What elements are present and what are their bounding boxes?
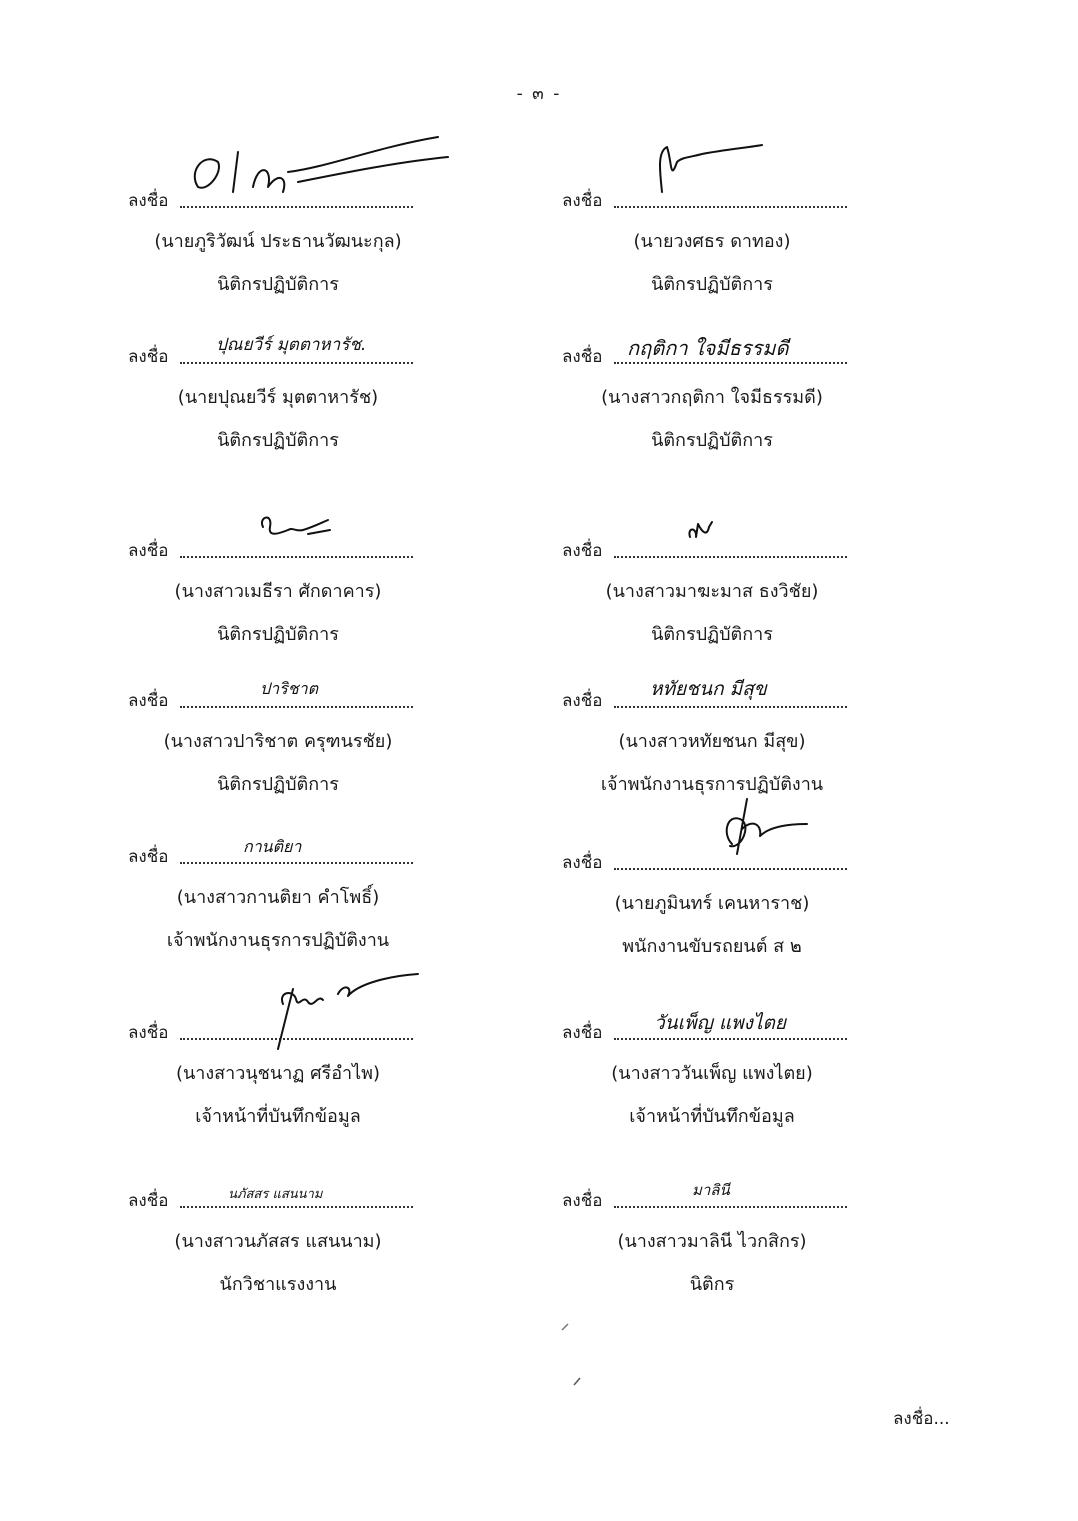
signatory-position: เจ้าหน้าที่บันทึกข้อมูล xyxy=(629,1106,795,1127)
signature-block xyxy=(128,1012,468,1130)
dotted-line xyxy=(180,362,413,364)
signatory-name: (นางสาวกฤติกา ใจมีธรรมดี) xyxy=(601,387,823,408)
signature-block xyxy=(562,336,902,454)
signature-block xyxy=(562,680,902,798)
signature-block xyxy=(128,836,468,954)
signature-block xyxy=(128,180,468,298)
signatory-position: นิติกร xyxy=(689,1274,735,1295)
signature-block xyxy=(128,680,468,798)
signatory-name: (นางสาววันเพ็ญ แพงไตย) xyxy=(611,1063,813,1084)
dotted-line xyxy=(180,706,413,708)
signatory-name: (นางสาวกานติยา คำโพธิ์) xyxy=(176,887,380,908)
sign-label: ลงชื่อ xyxy=(128,347,169,367)
dotted-line xyxy=(180,862,413,864)
signatory-position: นักวิชาแรงงาน xyxy=(219,1274,337,1295)
handwritten-signature: วันเพ็ญ แพงไตย xyxy=(654,1012,786,1034)
sign-label: ลงชื่อ xyxy=(562,541,603,561)
sign-label: ลงชื่อ xyxy=(562,347,603,367)
sign-label: ลงชื่อ xyxy=(128,1023,169,1043)
sign-label: ลงชื่อ xyxy=(128,847,169,867)
signatory-name: (นางสาวนภัสสร แสนนาม) xyxy=(174,1231,382,1252)
signatory-name: (นายภูริวัฒน์ ประธานวัฒนะกุล) xyxy=(154,231,402,252)
handwritten-signature xyxy=(178,964,438,1044)
sign-label: ลงชื่อ xyxy=(128,691,169,711)
handwritten-signature: ปุณยวีร์ มุตตาหารัช. xyxy=(216,335,367,355)
handwritten-signature: นภัสสร แสนนาม xyxy=(228,1187,323,1202)
sign-label: ลงชื่อ xyxy=(562,853,603,873)
signatory-position: นิติกรปฏิบัติการ xyxy=(651,624,773,645)
handwritten-signature xyxy=(612,794,872,874)
signatory-position: นิติกรปฏิบัติการ xyxy=(217,430,339,451)
signature-block xyxy=(562,1180,902,1298)
handwritten-signature: กฤติกา ใจมีธรรมดี xyxy=(627,336,789,360)
sign-label: ลงชื่อ xyxy=(128,541,169,561)
signature-block xyxy=(128,1180,468,1298)
signature-block xyxy=(562,530,902,648)
dotted-line xyxy=(614,706,847,708)
signatory-name: (นางสาวนุชนาฏ ศรีอำไพ) xyxy=(175,1063,381,1084)
signatory-name: (นางสาวมาลินี ไวกสิกร) xyxy=(617,1231,807,1252)
sign-label: ลงชื่อ xyxy=(562,1023,603,1043)
signatory-position: นิติกรปฏิบัติการ xyxy=(217,274,339,295)
signature-block xyxy=(562,180,902,298)
handwritten-signature xyxy=(612,142,872,212)
handwritten-signature: ปาริชาต xyxy=(260,679,318,698)
signature-block xyxy=(128,530,468,648)
sign-label: ลงชื่อ xyxy=(562,191,603,211)
signatory-name: (นางสาวปาริชาต ครุฑนรชัย) xyxy=(163,731,393,752)
signature-block xyxy=(562,842,902,960)
page-number: - ๓ - xyxy=(516,84,562,104)
signatory-position: เจ้าหน้าที่บันทึกข้อมูล xyxy=(195,1106,361,1127)
signature-block xyxy=(128,336,468,454)
sign-label: ลงชื่อ xyxy=(562,1191,603,1211)
handwritten-signature xyxy=(178,132,468,212)
signatory-position: นิติกรปฏิบัติการ xyxy=(651,430,773,451)
scan-mark xyxy=(560,1322,572,1332)
signatory-position: เจ้าพนักงานธุรการปฏิบัติงาน xyxy=(600,774,824,795)
continuation-text: ลงชื่อ... xyxy=(893,1409,950,1429)
sign-label: ลงชื่อ xyxy=(562,691,603,711)
dotted-line xyxy=(614,1206,847,1208)
signatory-name: (นายปุณยวีร์ มุตตาหารัช) xyxy=(177,387,379,408)
signatory-position: นิติกรปฏิบัติการ xyxy=(217,774,339,795)
sign-label: ลงชื่อ xyxy=(128,191,169,211)
signatory-position: นิติกรปฏิบัติการ xyxy=(651,274,773,295)
handwritten-signature: มาลินี xyxy=(692,1181,730,1199)
handwritten-signature xyxy=(178,492,438,562)
dotted-line xyxy=(180,1206,413,1208)
signatory-name: (นายภูมินทร์ เคนหาราช) xyxy=(614,893,810,914)
signature-block xyxy=(562,1012,902,1130)
signatory-name: (นายวงศธร ดาทอง) xyxy=(633,231,791,252)
handwritten-signature: หทัยชนก มีสุข xyxy=(650,678,767,700)
signatory-position: นิติกรปฏิบัติการ xyxy=(217,624,339,645)
signatory-position: เจ้าพนักงานธุรการปฏิบัติงาน xyxy=(166,930,390,951)
signatory-name: (นางสาวเมธีรา ศักดาคาร) xyxy=(174,581,382,602)
handwritten-signature: กานติยา xyxy=(243,837,302,856)
handwritten-signature xyxy=(612,492,872,562)
signatory-name: (นางสาวหทัยชนก มีสุข) xyxy=(618,731,806,752)
dotted-line xyxy=(614,1038,847,1040)
sign-label: ลงชื่อ xyxy=(128,1191,169,1211)
scan-mark xyxy=(572,1375,584,1387)
signatory-name: (นางสาวมาฆะมาส ธงวิชัย) xyxy=(605,581,819,602)
signatory-position: พนักงานขับรถยนต์ ส ๒ xyxy=(622,936,802,957)
